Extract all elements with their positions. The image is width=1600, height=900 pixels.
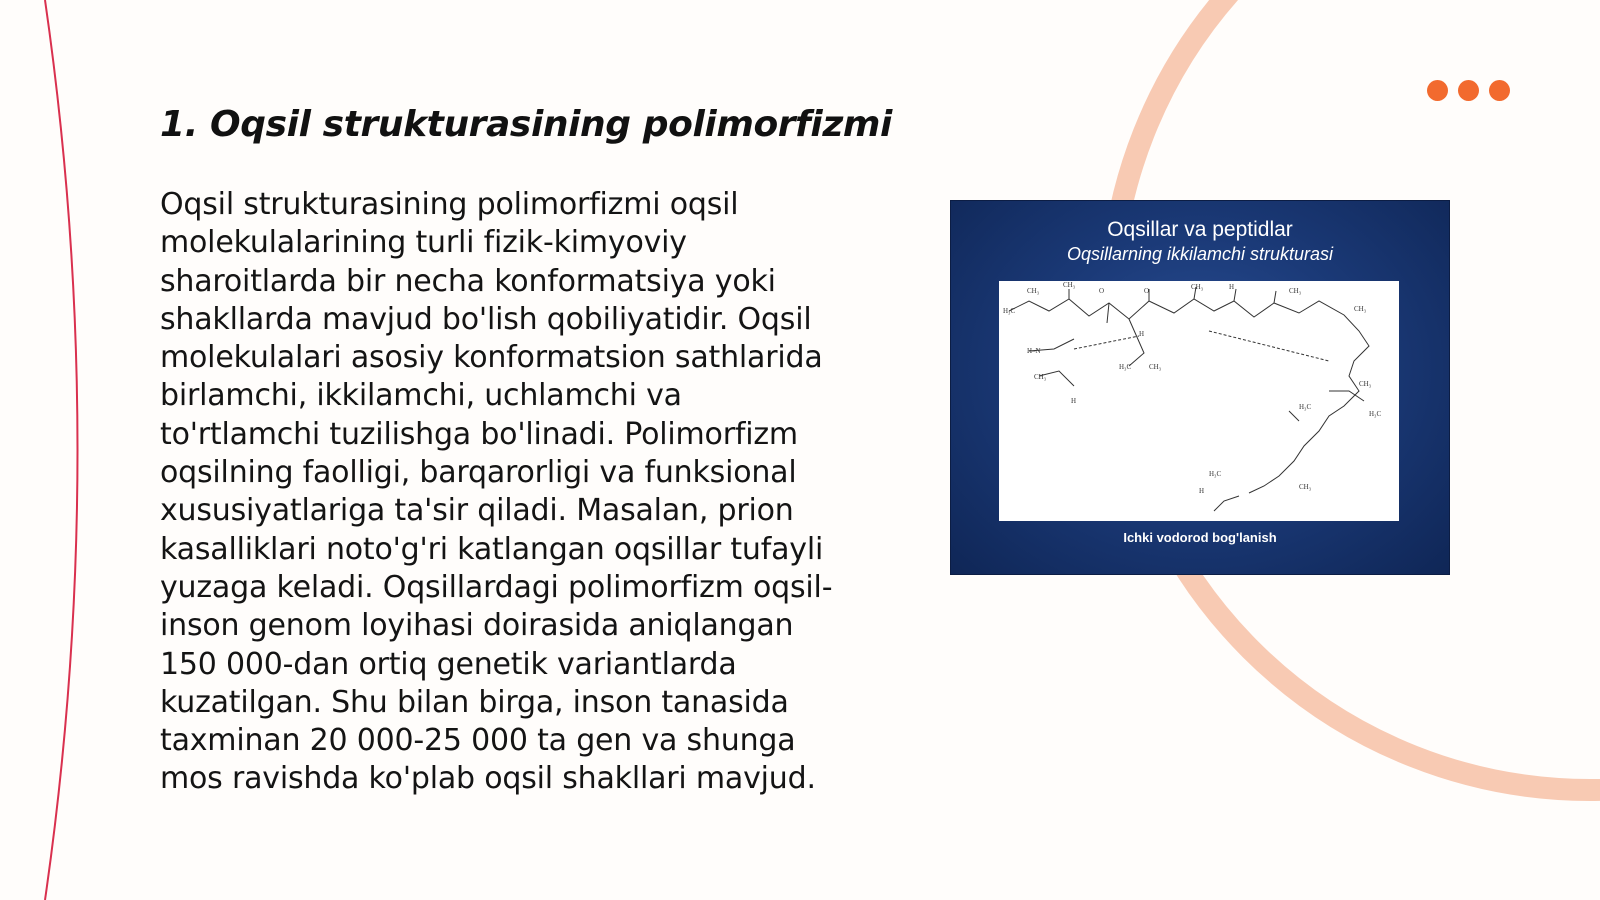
svg-text:H₃C: H₃C bbox=[1369, 410, 1382, 418]
svg-text:H: H bbox=[1071, 397, 1077, 405]
slide-title: 1. Oqsil strukturasining polimorfizmi bbox=[160, 104, 892, 145]
svg-text:CH₃: CH₃ bbox=[1027, 287, 1040, 295]
figure-subtitle: Oqsillarning ikkilamchi strukturasi bbox=[1066, 244, 1334, 264]
svg-text:CH₃: CH₃ bbox=[1191, 283, 1204, 291]
molecule-diagram bbox=[999, 281, 1399, 521]
svg-text:O: O bbox=[1099, 287, 1105, 295]
svg-text:H: H bbox=[1229, 283, 1235, 291]
svg-text:O: O bbox=[1144, 287, 1150, 295]
dot-icon bbox=[1427, 80, 1448, 101]
figure-caption: Ichki vodorod bog'lanish bbox=[1123, 530, 1277, 545]
left-red-arc bbox=[45, 0, 78, 900]
menu-dots bbox=[1427, 80, 1510, 101]
svg-text:H₃C: H₃C bbox=[1119, 363, 1132, 371]
svg-text:CH₃: CH₃ bbox=[1354, 305, 1367, 313]
dot-icon bbox=[1489, 80, 1510, 101]
svg-text:CH₃: CH₃ bbox=[1034, 373, 1047, 381]
figure-title: Oqsillar va peptidlar bbox=[1107, 218, 1293, 241]
svg-text:CH₃: CH₃ bbox=[1299, 483, 1312, 491]
dot-icon bbox=[1458, 80, 1479, 101]
svg-text:H: H bbox=[1199, 487, 1205, 495]
slide-body-text: Oqsil strukturasining polimorfizmi oqsil molekulalarining turli fizik-kimyoviy sharoitlarda bir necha konformatsiya yoki shakllarda mavjud bo'lish qobiliyatidir. Oqsil molekulalari asosiy konformatsion sathlarida birlamchi, ikkilamchi, uchlamchi va to'rtlamchi tuzilishga bo'linadi. Polimorfizm oqsilning faolligi, barqarorligi va funksional xususiyatlariga ta'sir qiladi. Masalan, prion kasalliklari noto'g'ri katlangan oqsillar tufayli yuzaga keladi. Oqsillardagi polimorfizm oqsil-inson genom loyihasi doirasida aniqlangan 150 000-dan ortiq genetik variantlarda kuzatilgan. Shu bilan birga, inson tanasida taxminan 20 000-25 000 ta gen va shunga mos ravishda ko'plab oqsil shakllari mavjud. bbox=[160, 187, 833, 797]
peptide-chain-drawing bbox=[999, 281, 1399, 521]
svg-text:CH₃: CH₃ bbox=[1289, 287, 1302, 295]
svg-text:CH₃: CH₃ bbox=[1149, 363, 1162, 371]
svg-text:H₃C: H₃C bbox=[1299, 403, 1312, 411]
svg-text:CH₃: CH₃ bbox=[1063, 281, 1076, 289]
svg-text:H–N: H–N bbox=[1027, 347, 1041, 355]
svg-text:H₃C: H₃C bbox=[1003, 307, 1016, 315]
svg-text:H₃C: H₃C bbox=[1209, 470, 1222, 478]
svg-text:H: H bbox=[1139, 330, 1145, 338]
protein-structure-figure bbox=[950, 200, 1450, 575]
svg-text:CH₃: CH₃ bbox=[1359, 380, 1372, 388]
